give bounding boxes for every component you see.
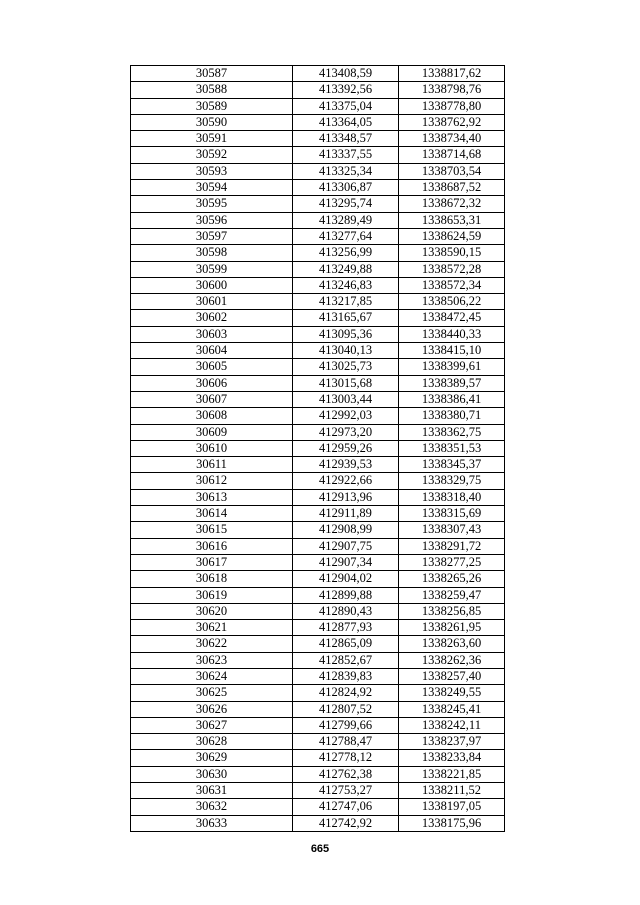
y-coordinate-cell: 1338399,61 xyxy=(399,359,505,375)
point-number-cell: 30612 xyxy=(131,473,293,489)
y-coordinate-cell: 1338221,85 xyxy=(399,766,505,782)
point-number-cell: 30596 xyxy=(131,212,293,228)
table-row xyxy=(131,114,505,130)
x-coordinate-cell: 413256,99 xyxy=(293,245,399,261)
x-coordinate-cell: 412807,52 xyxy=(293,701,399,717)
x-coordinate-cell: 412788,47 xyxy=(293,734,399,750)
point-number-cell: 30613 xyxy=(131,489,293,505)
x-coordinate-cell: 412824,92 xyxy=(293,685,399,701)
point-number-cell: 30599 xyxy=(131,261,293,277)
table-row xyxy=(131,228,505,244)
table-row xyxy=(131,261,505,277)
table-row xyxy=(131,310,505,326)
table-row xyxy=(131,212,505,228)
coordinates-table-body xyxy=(131,66,505,832)
table-row xyxy=(131,522,505,538)
table-row xyxy=(131,815,505,831)
point-number-cell: 30625 xyxy=(131,685,293,701)
y-coordinate-cell: 1338233,84 xyxy=(399,750,505,766)
point-number-cell: 30617 xyxy=(131,554,293,570)
x-coordinate-cell: 412742,92 xyxy=(293,815,399,831)
point-number-cell: 30610 xyxy=(131,440,293,456)
y-coordinate-cell: 1338817,62 xyxy=(399,66,505,82)
x-coordinate-cell: 412904,02 xyxy=(293,571,399,587)
x-coordinate-cell: 412911,89 xyxy=(293,506,399,522)
x-coordinate-cell: 413040,13 xyxy=(293,343,399,359)
table-row xyxy=(131,277,505,293)
point-number-cell: 30604 xyxy=(131,343,293,359)
y-coordinate-cell: 1338277,25 xyxy=(399,554,505,570)
table-row xyxy=(131,457,505,473)
y-coordinate-cell: 1338762,92 xyxy=(399,114,505,130)
point-number-cell: 30605 xyxy=(131,359,293,375)
x-coordinate-cell: 412762,38 xyxy=(293,766,399,782)
y-coordinate-cell: 1338572,34 xyxy=(399,277,505,293)
y-coordinate-cell: 1338572,28 xyxy=(399,261,505,277)
y-coordinate-cell: 1338307,43 xyxy=(399,522,505,538)
y-coordinate-cell: 1338256,85 xyxy=(399,603,505,619)
point-number-cell: 30615 xyxy=(131,522,293,538)
table-row xyxy=(131,147,505,163)
x-coordinate-cell: 412877,93 xyxy=(293,620,399,636)
point-number-cell: 30621 xyxy=(131,620,293,636)
table-row xyxy=(131,636,505,652)
x-coordinate-cell: 413364,05 xyxy=(293,114,399,130)
y-coordinate-cell: 1338624,59 xyxy=(399,228,505,244)
x-coordinate-cell: 413306,87 xyxy=(293,180,399,196)
point-number-cell: 30607 xyxy=(131,391,293,407)
x-coordinate-cell: 412899,88 xyxy=(293,587,399,603)
y-coordinate-cell: 1338237,97 xyxy=(399,734,505,750)
x-coordinate-cell: 412747,06 xyxy=(293,799,399,815)
y-coordinate-cell: 1338389,57 xyxy=(399,375,505,391)
point-number-cell: 30627 xyxy=(131,717,293,733)
y-coordinate-cell: 1338362,75 xyxy=(399,424,505,440)
x-coordinate-cell: 413337,55 xyxy=(293,147,399,163)
y-coordinate-cell: 1338257,40 xyxy=(399,668,505,684)
table-row xyxy=(131,571,505,587)
table-row xyxy=(131,783,505,799)
table-row xyxy=(131,180,505,196)
table-row xyxy=(131,391,505,407)
point-number-cell: 30618 xyxy=(131,571,293,587)
table-row xyxy=(131,506,505,522)
x-coordinate-cell: 412907,34 xyxy=(293,554,399,570)
point-number-cell: 30602 xyxy=(131,310,293,326)
point-number-cell: 30619 xyxy=(131,587,293,603)
table-row xyxy=(131,359,505,375)
y-coordinate-cell: 1338197,05 xyxy=(399,799,505,815)
table-row xyxy=(131,554,505,570)
point-number-cell: 30595 xyxy=(131,196,293,212)
point-number-cell: 30629 xyxy=(131,750,293,766)
point-number-cell: 30611 xyxy=(131,457,293,473)
table-row xyxy=(131,652,505,668)
point-number-cell: 30632 xyxy=(131,799,293,815)
point-number-cell: 30593 xyxy=(131,163,293,179)
x-coordinate-cell: 412913,96 xyxy=(293,489,399,505)
y-coordinate-cell: 1338386,41 xyxy=(399,391,505,407)
y-coordinate-cell: 1338380,71 xyxy=(399,408,505,424)
x-coordinate-cell: 413392,56 xyxy=(293,82,399,98)
table-row xyxy=(131,603,505,619)
x-coordinate-cell: 413408,59 xyxy=(293,66,399,82)
x-coordinate-cell: 413015,68 xyxy=(293,375,399,391)
x-coordinate-cell: 412799,66 xyxy=(293,717,399,733)
table-row xyxy=(131,799,505,815)
x-coordinate-cell: 412907,75 xyxy=(293,538,399,554)
table-row xyxy=(131,131,505,147)
x-coordinate-cell: 413375,04 xyxy=(293,98,399,114)
y-coordinate-cell: 1338351,53 xyxy=(399,440,505,456)
x-coordinate-cell: 413295,74 xyxy=(293,196,399,212)
table-row xyxy=(131,620,505,636)
y-coordinate-cell: 1338590,15 xyxy=(399,245,505,261)
table-row xyxy=(131,685,505,701)
x-coordinate-cell: 412992,03 xyxy=(293,408,399,424)
x-coordinate-cell: 413025,73 xyxy=(293,359,399,375)
x-coordinate-cell: 412908,99 xyxy=(293,522,399,538)
x-coordinate-cell: 413003,44 xyxy=(293,391,399,407)
point-number-cell: 30623 xyxy=(131,652,293,668)
x-coordinate-cell: 412839,83 xyxy=(293,668,399,684)
point-number-cell: 30587 xyxy=(131,66,293,82)
point-number-cell: 30620 xyxy=(131,603,293,619)
x-coordinate-cell: 413165,67 xyxy=(293,310,399,326)
table-row xyxy=(131,440,505,456)
point-number-cell: 30588 xyxy=(131,82,293,98)
point-number-cell: 30591 xyxy=(131,131,293,147)
table-row xyxy=(131,163,505,179)
x-coordinate-cell: 412852,67 xyxy=(293,652,399,668)
y-coordinate-cell: 1338798,76 xyxy=(399,82,505,98)
table-row xyxy=(131,326,505,342)
y-coordinate-cell: 1338672,32 xyxy=(399,196,505,212)
y-coordinate-cell: 1338263,60 xyxy=(399,636,505,652)
point-number-cell: 30603 xyxy=(131,326,293,342)
y-coordinate-cell: 1338175,96 xyxy=(399,815,505,831)
table-row xyxy=(131,538,505,554)
x-coordinate-cell: 412778,12 xyxy=(293,750,399,766)
table-row xyxy=(131,766,505,782)
x-coordinate-cell: 413246,83 xyxy=(293,277,399,293)
y-coordinate-cell: 1338242,11 xyxy=(399,717,505,733)
x-coordinate-cell: 413277,64 xyxy=(293,228,399,244)
y-coordinate-cell: 1338291,72 xyxy=(399,538,505,554)
y-coordinate-cell: 1338415,10 xyxy=(399,343,505,359)
table-row xyxy=(131,473,505,489)
point-number-cell: 30598 xyxy=(131,245,293,261)
y-coordinate-cell: 1338440,33 xyxy=(399,326,505,342)
point-number-cell: 30624 xyxy=(131,668,293,684)
point-number-cell: 30608 xyxy=(131,408,293,424)
table-row xyxy=(131,587,505,603)
y-coordinate-cell: 1338318,40 xyxy=(399,489,505,505)
table-row xyxy=(131,701,505,717)
y-coordinate-cell: 1338714,68 xyxy=(399,147,505,163)
table-row xyxy=(131,750,505,766)
x-coordinate-cell: 412939,53 xyxy=(293,457,399,473)
point-number-cell: 30600 xyxy=(131,277,293,293)
table-row xyxy=(131,424,505,440)
x-coordinate-cell: 412890,43 xyxy=(293,603,399,619)
table-row xyxy=(131,245,505,261)
y-coordinate-cell: 1338245,41 xyxy=(399,701,505,717)
table-row xyxy=(131,734,505,750)
y-coordinate-cell: 1338261,95 xyxy=(399,620,505,636)
y-coordinate-cell: 1338249,55 xyxy=(399,685,505,701)
x-coordinate-cell: 412753,27 xyxy=(293,783,399,799)
table-row xyxy=(131,294,505,310)
y-coordinate-cell: 1338265,26 xyxy=(399,571,505,587)
y-coordinate-cell: 1338687,52 xyxy=(399,180,505,196)
point-number-cell: 30630 xyxy=(131,766,293,782)
table-row xyxy=(131,489,505,505)
point-number-cell: 30597 xyxy=(131,228,293,244)
table-row xyxy=(131,98,505,114)
table-row xyxy=(131,343,505,359)
table-row xyxy=(131,82,505,98)
point-number-cell: 30633 xyxy=(131,815,293,831)
y-coordinate-cell: 1338262,36 xyxy=(399,652,505,668)
point-number-cell: 30622 xyxy=(131,636,293,652)
x-coordinate-cell: 412973,20 xyxy=(293,424,399,440)
point-number-cell: 30614 xyxy=(131,506,293,522)
x-coordinate-cell: 412959,26 xyxy=(293,440,399,456)
x-coordinate-cell: 413217,85 xyxy=(293,294,399,310)
point-number-cell: 30616 xyxy=(131,538,293,554)
x-coordinate-cell: 413348,57 xyxy=(293,131,399,147)
point-number-cell: 30589 xyxy=(131,98,293,114)
x-coordinate-cell: 413325,34 xyxy=(293,163,399,179)
page-number: 665 xyxy=(310,843,330,855)
x-coordinate-cell: 413249,88 xyxy=(293,261,399,277)
point-number-cell: 30601 xyxy=(131,294,293,310)
table-row xyxy=(131,408,505,424)
point-number-cell: 30592 xyxy=(131,147,293,163)
table-row xyxy=(131,717,505,733)
y-coordinate-cell: 1338329,75 xyxy=(399,473,505,489)
point-number-cell: 30631 xyxy=(131,783,293,799)
table-row xyxy=(131,375,505,391)
table-row xyxy=(131,66,505,82)
y-coordinate-cell: 1338211,52 xyxy=(399,783,505,799)
point-number-cell: 30606 xyxy=(131,375,293,391)
coordinates-table xyxy=(130,65,505,832)
point-number-cell: 30626 xyxy=(131,701,293,717)
y-coordinate-cell: 1338778,80 xyxy=(399,98,505,114)
x-coordinate-cell: 413289,49 xyxy=(293,212,399,228)
x-coordinate-cell: 412922,66 xyxy=(293,473,399,489)
y-coordinate-cell: 1338734,40 xyxy=(399,131,505,147)
y-coordinate-cell: 1338472,45 xyxy=(399,310,505,326)
point-number-cell: 30628 xyxy=(131,734,293,750)
y-coordinate-cell: 1338506,22 xyxy=(399,294,505,310)
y-coordinate-cell: 1338315,69 xyxy=(399,506,505,522)
point-number-cell: 30609 xyxy=(131,424,293,440)
y-coordinate-cell: 1338703,54 xyxy=(399,163,505,179)
x-coordinate-cell: 413095,36 xyxy=(293,326,399,342)
x-coordinate-cell: 412865,09 xyxy=(293,636,399,652)
y-coordinate-cell: 1338259,47 xyxy=(399,587,505,603)
point-number-cell: 30590 xyxy=(131,114,293,130)
y-coordinate-cell: 1338653,31 xyxy=(399,212,505,228)
point-number-cell: 30594 xyxy=(131,180,293,196)
y-coordinate-cell: 1338345,37 xyxy=(399,457,505,473)
table-row xyxy=(131,668,505,684)
table-row xyxy=(131,196,505,212)
